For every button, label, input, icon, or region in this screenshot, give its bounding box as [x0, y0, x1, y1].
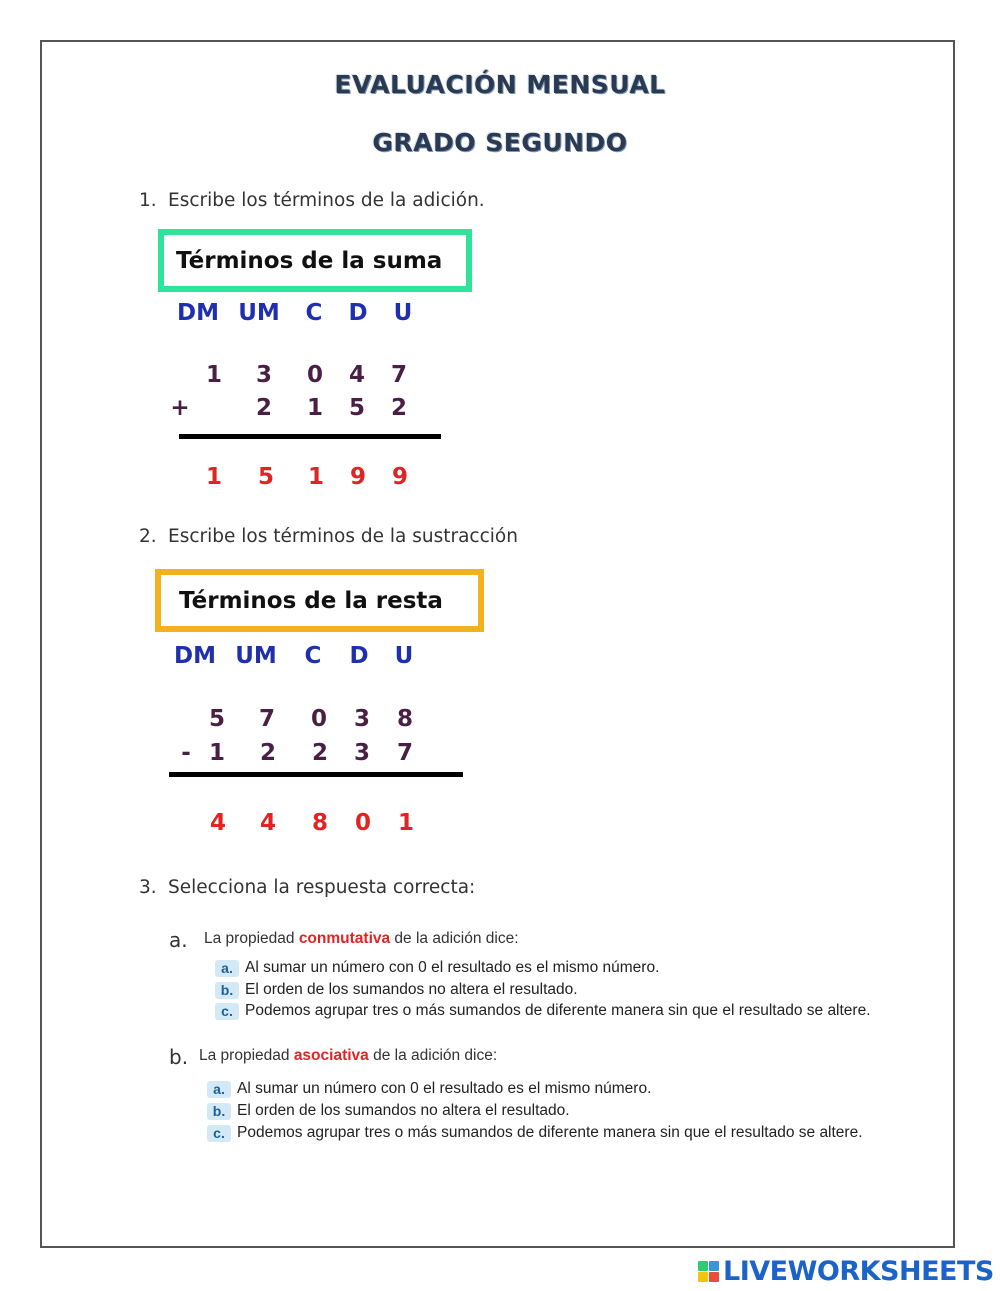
- answer-option[interactable]: [215, 981, 578, 999]
- difference-line: [169, 772, 463, 777]
- result-digit: 8: [311, 810, 328, 836]
- logo-square: [709, 1261, 719, 1271]
- question-text: Escribe los términos de la sustracción: [168, 526, 518, 547]
- digit: 1: [208, 740, 225, 766]
- digit: 4: [348, 362, 365, 388]
- option-badge: b.: [215, 982, 239, 999]
- digit: 5: [348, 395, 365, 421]
- sum-line: [179, 434, 441, 439]
- operator-plus: +: [170, 395, 190, 421]
- place-header: UM: [235, 643, 277, 669]
- result-digit: 1: [397, 810, 414, 836]
- answer-option[interactable]: [207, 1102, 570, 1120]
- digit: 8: [396, 706, 413, 732]
- question-number: 3.: [139, 877, 157, 898]
- digit: 1: [205, 362, 222, 388]
- digit: 5: [208, 706, 225, 732]
- stem-text: de la adición dice:: [390, 930, 519, 947]
- place-header: C: [305, 300, 323, 326]
- subquestion-a-letter: a.: [169, 928, 188, 952]
- brand-logo-icon: [698, 1261, 719, 1282]
- question-text: Escribe los términos de la adición.: [168, 190, 485, 211]
- subtraction-terms-box: [155, 569, 484, 632]
- subquestion-a-stem: [204, 930, 519, 948]
- logo-square: [698, 1272, 708, 1282]
- page-title: EVALUACIÓN MENSUAL: [334, 70, 666, 99]
- digit: 3: [353, 706, 370, 732]
- digit: 0: [306, 362, 323, 388]
- result-digit: 0: [354, 810, 371, 836]
- stem-highlight: asociativa: [293, 1047, 369, 1064]
- option-text: El orden de los sumandos no altera el resultado.: [245, 981, 578, 998]
- question-text: Selecciona la respuesta correcta:: [168, 877, 476, 898]
- option-badge: a.: [207, 1081, 231, 1098]
- option-text: Al sumar un número con 0 el resultado es el mismo número.: [245, 959, 660, 976]
- question-number: 1.: [139, 190, 157, 211]
- option-badge: c.: [215, 1003, 239, 1020]
- question-1: [139, 190, 485, 211]
- result-digit: 5: [257, 464, 274, 490]
- place-header: D: [348, 300, 368, 326]
- result-digit: 9: [391, 464, 408, 490]
- subquestion-b-letter: b.: [169, 1045, 189, 1069]
- result-digit: 1: [205, 464, 222, 490]
- digit: 1: [306, 395, 323, 421]
- answer-option[interactable]: [215, 1002, 871, 1020]
- option-text: Podemos agrupar tres o más sumandos de diferente manera sin que el resultado se altere.: [245, 1002, 871, 1019]
- place-header: C: [304, 643, 322, 669]
- place-header: DM: [174, 643, 216, 669]
- option-text: Podemos agrupar tres o más sumandos de diferente manera sin que el resultado se altere.: [237, 1124, 863, 1141]
- place-header: D: [349, 643, 369, 669]
- question-3: [139, 877, 475, 898]
- digit: 2: [390, 395, 407, 421]
- place-header: U: [394, 643, 414, 669]
- digit: 7: [396, 740, 413, 766]
- brand-name: LIVEWORKSHEETS: [723, 1256, 994, 1287]
- stem-highlight: conmutativa: [298, 930, 391, 947]
- stem-text: La propiedad: [204, 930, 299, 947]
- question-2: [139, 526, 518, 547]
- place-header: U: [393, 300, 413, 326]
- option-badge: b.: [207, 1103, 231, 1120]
- box-label: Términos de la suma: [176, 247, 443, 274]
- place-header: UM: [238, 300, 280, 326]
- logo-square: [698, 1261, 708, 1271]
- digit: 7: [258, 706, 275, 732]
- option-text: El orden de los sumandos no altera el resultado.: [237, 1102, 570, 1119]
- digit: 2: [259, 740, 276, 766]
- option-badge: a.: [215, 960, 239, 977]
- liveworksheets-brand[interactable]: [698, 1256, 994, 1287]
- operator-minus: -: [181, 740, 191, 766]
- answer-option[interactable]: [207, 1080, 651, 1098]
- result-digit: 4: [209, 810, 226, 836]
- digit: 7: [390, 362, 407, 388]
- result-digit: 1: [307, 464, 324, 490]
- digit: 2: [311, 740, 328, 766]
- box-label: Términos de la resta: [179, 587, 443, 614]
- answer-option[interactable]: [207, 1124, 863, 1142]
- stem-text: La propiedad: [199, 1047, 294, 1064]
- digit: 3: [255, 362, 272, 388]
- logo-square: [709, 1272, 719, 1282]
- digit: 2: [255, 395, 272, 421]
- digit: 0: [310, 706, 327, 732]
- place-header: DM: [177, 300, 219, 326]
- stem-text: de la adición dice:: [368, 1047, 498, 1064]
- page-subtitle: GRADO SEGUNDO: [372, 128, 628, 157]
- digit: 3: [353, 740, 370, 766]
- option-text: Al sumar un número con 0 el resultado es el mismo número.: [237, 1080, 652, 1097]
- question-number: 2.: [139, 526, 157, 547]
- option-badge: c.: [207, 1125, 231, 1142]
- result-digit: 9: [349, 464, 366, 490]
- addition-terms-box: [158, 229, 472, 292]
- answer-option[interactable]: [215, 959, 659, 977]
- subquestion-b-stem: [199, 1047, 497, 1065]
- result-digit: 4: [259, 810, 276, 836]
